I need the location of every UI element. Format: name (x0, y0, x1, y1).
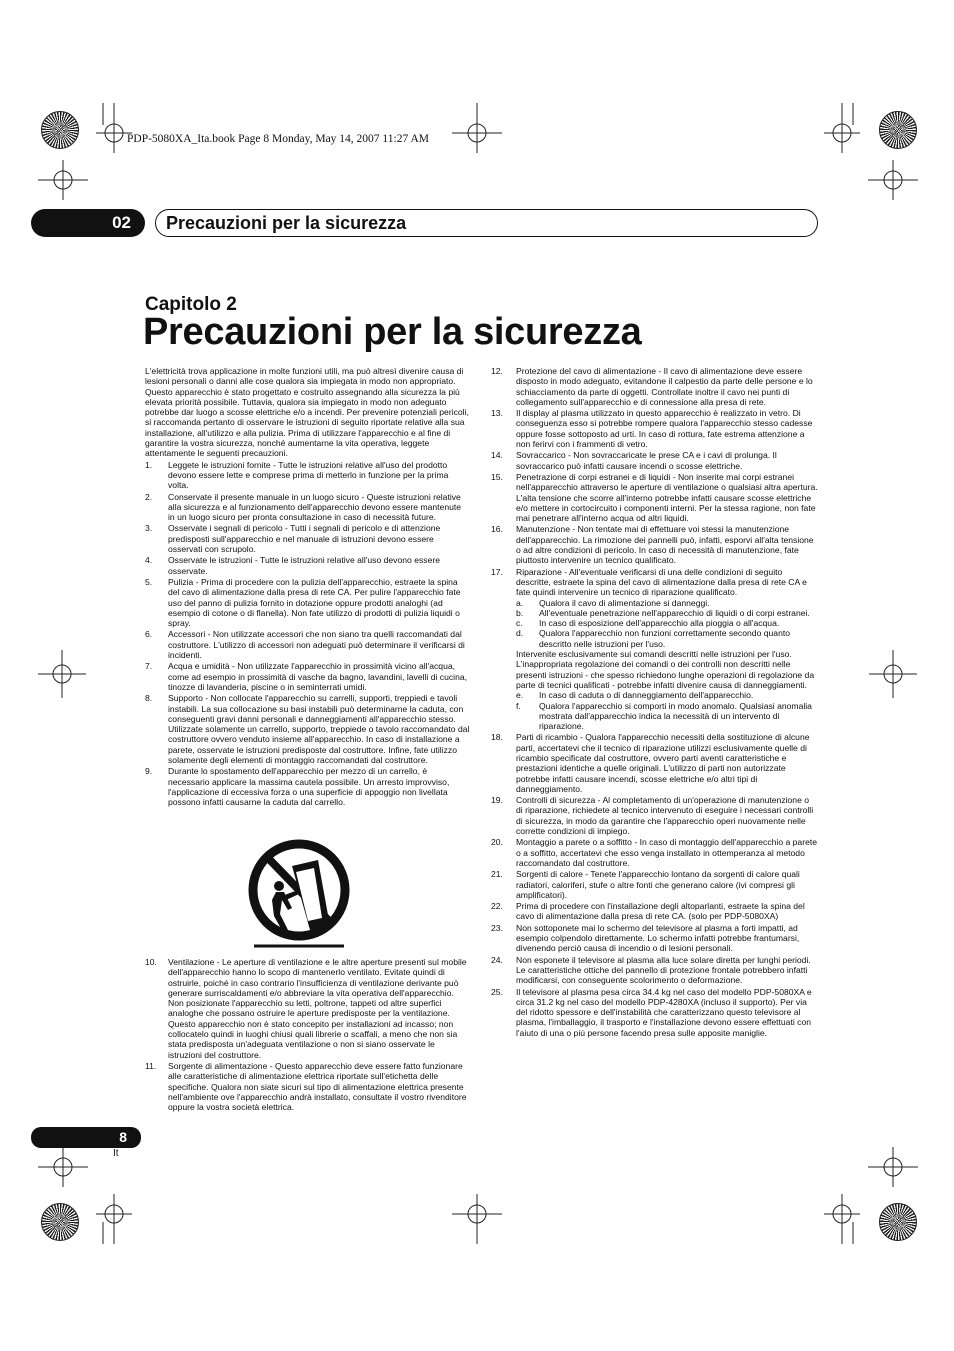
sub-item (516, 598, 818, 608)
list-item (491, 837, 818, 868)
item-number: 24. (491, 954, 503, 965)
item-text: Supporto - Non collocate l'apparecchio su carrelli, supporti, treppiedi e tavoli instabili. La sua collocazione su basi instabili può determinarne la caduta, con conseguenti gravi danni personali e danneggiamenti all'apparecchio stesso. Utilizzate solamente un carrello, supporto, treppiede o tavolo raccomandato dal costruttore ovvero venduto insieme all'apparecchio. In caso di installazione a parete, osservate le istruzioni predisposte dal costruttore. Infine, fate utilizzo solamente degli elementi di montaggio raccomandati dal costruttore. (168, 693, 470, 765)
chapter-bar-title: Precauzioni per la sicurezza (166, 213, 407, 233)
item-text: Durante lo spostamento dell'apparecchio per mezzo di un carrello, è necessario applicare la massima cautela possibile. Un arresto improvviso, l'applicazione di eccessiva forza o una superficie di appoggio non livellata possono infatti causarne la caduta dal carrello. (168, 766, 450, 808)
item-number: 7. (145, 661, 153, 672)
right-column (491, 366, 818, 1039)
sub-item (516, 701, 818, 732)
item-text: Non esponete il televisore al plasma alla luce solare diretta per lunghi periodi. Le caratteristiche ottiche del pannello di protezione frontale potrebbero infatti modificarsi, con conseguente scolorimento o deformazione. (516, 954, 811, 986)
item-text: Manutenzione - Non tentate mai di effettuare voi stessi la manutenzione dell'apparecchio. La rimozione dei pannelli può, infatti, esporvi all'alta tensione o ad altre condizioni di pericolo. In caso di necessità di manutenzione, fate piuttosto intervenire un tecnico qualificato. (516, 524, 814, 566)
registration-mark-bottom-right-rose (879, 1203, 917, 1241)
list-item (491, 869, 818, 900)
item-text: Riparazione - All'eventuale verificarsi di una delle condizioni di seguito descritte, estraete la spina del cavo di alimentazione dalla presa di rete CA e fate quindi intervenire un tecnico di riparazione qualificato. (516, 566, 807, 598)
item-text: Montaggio a parete o a soffitto - In caso di montaggio dell'apparecchio a parete o a soffitto, accertatevi che esso venga installato in ottemperanza al metodo raccomandato dal costruttore. (516, 837, 818, 868)
item-number: 21. (491, 869, 503, 880)
item-text: Accessori - Non utilizzate accessori che non siano tra quelli raccomandati dal costruttore. L'utilizzo di accessori non adeguati può determinare il verificarsi di incidenti. (168, 629, 465, 661)
sub-item-letter: c. (516, 618, 523, 629)
item-number: 8. (145, 693, 153, 704)
item-text: Il televisore al plasma pesa circa 34.4 kg nel caso del modello PDP-5080XA e circa 31.2 kg nel caso del modello PDP-4280XA (incluso il supporto). Per via del ridotto spessore e dell'instabilità che caratterizzano questo televisore al plasma, l'imballaggio, il trasporto e l'installazione devono essere effettuati con l'aiuto di una o più persone facendo presa sulle apposite maniglie. (516, 986, 812, 1038)
page-number-badge: 8 (31, 1127, 141, 1148)
page-title: Precauzioni per la sicurezza (143, 311, 642, 353)
left-column-bottom (145, 957, 470, 1113)
item-number: 16. (491, 524, 503, 535)
cart-tip-over-warning-icon (248, 838, 350, 948)
item-number: 19. (491, 795, 503, 806)
sub-item-letter: d. (516, 628, 524, 639)
list-item (145, 555, 470, 576)
item-text: Acqua e umidità - Non utilizzate l'apparecchio in prossimità vicino all'acqua, come ad esempio in prossimità di vasche da bagno, lavandini, lavelli di cucina, tinozze di lavanderia, piscine o in seminterrati umidi. (168, 661, 468, 692)
list-item (491, 408, 818, 449)
item-text: Conservate il presente manuale in un luogo sicuro - Queste istruzioni relative alla sicurezza e al funzionamento dell'apparecchio devono essere mantenute in un luogo sicuro per pronta consultazione in caso di necessità future. (168, 491, 462, 523)
item-number: 5. (145, 576, 153, 587)
item-number: 9. (145, 766, 153, 777)
sub-item-text: Qualora l'apparecchio si comporti in modo anomalo. Qualsiasi anomalia mostrata dall'apparecchio indica la necessità di un intervento di riparazione. (539, 700, 812, 732)
sub-item-letter: b. (516, 607, 524, 618)
chapter-kicker: Capitolo 2 (145, 294, 237, 315)
sub-item-text: Qualora il cavo di alimentazione si danneggi. (539, 597, 710, 608)
item-number: 3. (145, 523, 153, 534)
item-number: 20. (491, 837, 503, 848)
item-text: Sorgente di alimentazione - Questo apparecchio deve essere fatto funzionare alle caratteristiche di alimentazione elettrica riportate sull'etichetta delle specifiche. Qualora non siate sicuri sul tipo di alimentazione elettrica presente nell'ambiente ove l'apparecchio andrà installato, consultate il vostro rivenditore oppure la vostra società elettrica. (168, 1060, 467, 1113)
list-item (145, 957, 470, 1060)
sub-item-text: Qualora l'apparecchio non funzioni correttamente secondo quanto descritto nelle istruzioni per l'uso. (539, 628, 791, 649)
left-column (145, 366, 470, 808)
item-text: Protezione del cavo di alimentazione - Il cavo di alimentazione deve essere disposto in modo adeguato, evitandone il calpestio da parte delle persone e lo schiacciamento da parte di oggetti. Controllate inoltre il cavo nei punti di collegamento sull'apparecchio e di connessione alla presa di rete. (516, 366, 813, 407)
sub-item-letter: f. (516, 700, 521, 711)
list-item (145, 661, 470, 692)
sub-item-text: All'eventuale penetrazione nell'apparecchio di liquidi o di corpi estranei. (539, 607, 810, 618)
item-text: Controlli di sicurezza - Al completamento di un'operazione di manutenzione o di riparazione, richiedete al tecnico intervenuto di eseguire i necessari controlli di sicurezza, in modo da garantire che l'apparecchio operi nuovamente nelle corrette condizioni di impiego. (516, 795, 814, 837)
sub-item-letter: e. (516, 690, 524, 701)
item-number: 15. (491, 471, 503, 482)
language-code: It (113, 1148, 119, 1159)
chapter-number-badge: 02 (31, 209, 145, 237)
list-item (145, 629, 470, 660)
list-item (491, 732, 818, 794)
item-number: 2. (145, 491, 153, 502)
item-text: Parti di ricambio - Qualora l'apparecchio necessiti della sostituzione di alcune parti, accertatevi che il tecnico di riparazione utilizzi esclusivamente quelle di ricambio specificate dal costruttore, ovvero parti aventi caratteristiche e prestazioni identiche a quelle originali. L'utilizzo di parti non autorizzate potrebbe infatti causare incendi, scosse elettriche e/o altri tipi di danneggiamento. (516, 732, 810, 794)
list-item (491, 987, 818, 1038)
item-number: 22. (491, 901, 503, 912)
list-item (491, 795, 818, 836)
item-text: Penetrazione di corpi estranei e di liquidi - Non inserite mai corpi estranei nell'apparecchio attraverso le aperture di ventilazione o qualsiasi altra apertura. L'alta tensione che scorre all'interno potrebbe infatti causare scosse elettriche e/o mettere in cortocircuito i componenti interni. Per la stessa ragione, non fate mai penetrare all'interno acqua od altri liquidi. (516, 471, 818, 524)
list-item (145, 492, 470, 523)
item-text: Sovraccarico - Non sovraccaricate le prese CA e i cavi di prolunga. Il sovraccarico può infatti causare incendi o scosse elettriche. (516, 450, 777, 471)
item-number: 13. (491, 408, 503, 419)
sub-item (516, 618, 818, 628)
item-number: 12. (491, 366, 503, 376)
list-item (491, 955, 818, 986)
list-item (491, 450, 818, 471)
list-item (145, 577, 470, 628)
item-text: Il display al plasma utilizzato in questo apparecchio è realizzato in vetro. Di conseguenza esso si potrebbe rompere qualora l'apparecchio stesso cadesse oppure fosse sottoposto ad urti. In caso di rottura, fate estrema attenzione a non ferirvi con i frammenti di vetro. (516, 408, 813, 450)
item-text: Osservate i segnali di pericolo - Tutti i segnali di pericolo e di attenzione predisposti sull'apparecchio e nel manuale di istruzioni devono essere osservati con scrupolo. (168, 523, 441, 555)
list-item (145, 766, 470, 807)
sub-item (516, 608, 818, 618)
item-number: 10. (145, 957, 157, 967)
item-text: Leggete le istruzioni fornite - Tutte le istruzioni relative all'uso del prodotto devono essere lette e comprese prima di metterlo in funzione per la prima volta. (168, 459, 449, 491)
sub-item (516, 628, 818, 649)
repair-note: Intervenite esclusivamente sui comandi descritti nelle istruzioni per l'uso. L'inappropriata regolazione dei comandi o dei controlli non descritti nelle presenti istruzioni - che spesso richiedono lunghe operazioni di regolazione da parte di tecnici qualificati - potrebbe infatti divenire causa di danneggiamenti. (516, 649, 815, 690)
item-text: Pulizia - Prima di procedere con la pulizia dell'apparecchio, estraete la spina del cavo di alimentazione dalla presa di rete CA. Per pulire l'apparecchio fate uso del panno di pulizia fornito in dotazione oppure prodotti analoghi (ad esempio di cotone o di flanella). Non fate utilizzo di prodotti di pulizia liquidi o spray. (168, 576, 461, 629)
sub-item-letter: a. (516, 597, 524, 608)
sub-item-text: In caso di caduta o di danneggiamento dell'apparecchio. (539, 690, 754, 701)
list-item (145, 460, 470, 491)
list-item (491, 567, 818, 732)
list-item (491, 524, 818, 565)
list-item (145, 523, 470, 554)
book-file-info: PDP-5080XA_Ita.book Page 8 Monday, May 14, 2007 11:27 AM (127, 133, 429, 145)
item-number: 4. (145, 555, 153, 566)
item-number: 23. (491, 922, 503, 933)
list-item (491, 901, 818, 922)
item-number: 17. (491, 566, 503, 577)
registration-mark-top-left-rose (41, 111, 79, 149)
sub-item (516, 690, 818, 700)
item-number: 25. (491, 986, 503, 997)
item-number: 14. (491, 450, 503, 461)
item-number: 6. (145, 629, 153, 640)
item-text: Osservate le istruzioni - Tutte le istruzioni relative all'uso devono essere osservate. (168, 555, 440, 576)
item-number: 1. (145, 459, 153, 470)
item-number: 11. (145, 1060, 157, 1071)
item-text: Ventilazione - Le aperture di ventilazione e le altre aperture presenti sul mobile dell'apparecchio hanno lo scopo di mantenerlo ventilato. Evitate quindi di ostruirle, poiché in caso contrario l'insufficienza di ventilazione derivante può generare surriscaldamenti e/o abbreviare la vita operativa dell'apparecchio. Non posizionate l'apparecchio su letti, poltrone, tappeti od altre superfici analoghe che possano ostruire le aperture predisposte per la ventilazione. Questo apparecchio non è stato concepito per installazioni ad incasso; non collocatelo quindi in luoghi chiusi quali librerie o scaffali, a meno che non sia stata predisposta un'adeguata ventilazione o non si siano osservate le istruzioni del costruttore. (168, 957, 467, 1060)
item-text: Sorgenti di calore - Tenete l'apparecchio lontano da sorgenti di calore quali radiatori, caloriferi, stufe o altre fonti che generano calore (ivi compresi gli amplificatori). (516, 869, 800, 900)
list-item (491, 923, 818, 954)
intro-paragraph: L'elettricità trova applicazione in molte funzioni utili, ma può altresì divenire causa di lesioni personali o danni alle cose qualora sia impiegata in modo non appropriato. Questo apparecchio è stato progettato e costruito assegnando alla sicurezza la più elevata priorità possibile. Tuttavia, qualora sia impiegato in modo non adeguato potrebbe dar luogo a scosse elettriche e/o a incendi. Per prevenire potenziali pericoli, si raccomanda pertanto di osservare le istruzioni di seguito riportate relative alla sua installazione, all'utilizzo e alla pulizia. Prima di utilizzare l'apparecchio e al fine di garantire la vostra sicurezza, nonché aumentarne la vita operativa, leggete attentamente le seguenti precauzioni. (145, 366, 469, 459)
list-item (145, 1061, 470, 1112)
list-item (491, 472, 818, 523)
sub-item-text: In caso di esposizione dell'apparecchio alla pioggia o all'acqua. (539, 618, 780, 629)
registration-mark-top-right-rose (879, 111, 917, 149)
list-item (491, 366, 818, 407)
items-left-list (145, 460, 470, 808)
item-text: Non sottoponete mai lo schermo del televisore al plasma a forti impatti, ad esempio colpendolo direttamente. Lo schermo infatti potrebbe frantumarsi, divenendo perciò causa di incendio o di lesioni personali. (516, 922, 800, 954)
item-number: 18. (491, 732, 503, 743)
item-text: Prima di procedere con l'installazione degli altoparlanti, estraete la spina del cavo di alimentazione dalla presa di rete CA. (solo per PDP-5080XA) (516, 901, 805, 922)
registration-mark-bottom-left-rose (41, 1203, 79, 1241)
list-item (145, 693, 470, 765)
